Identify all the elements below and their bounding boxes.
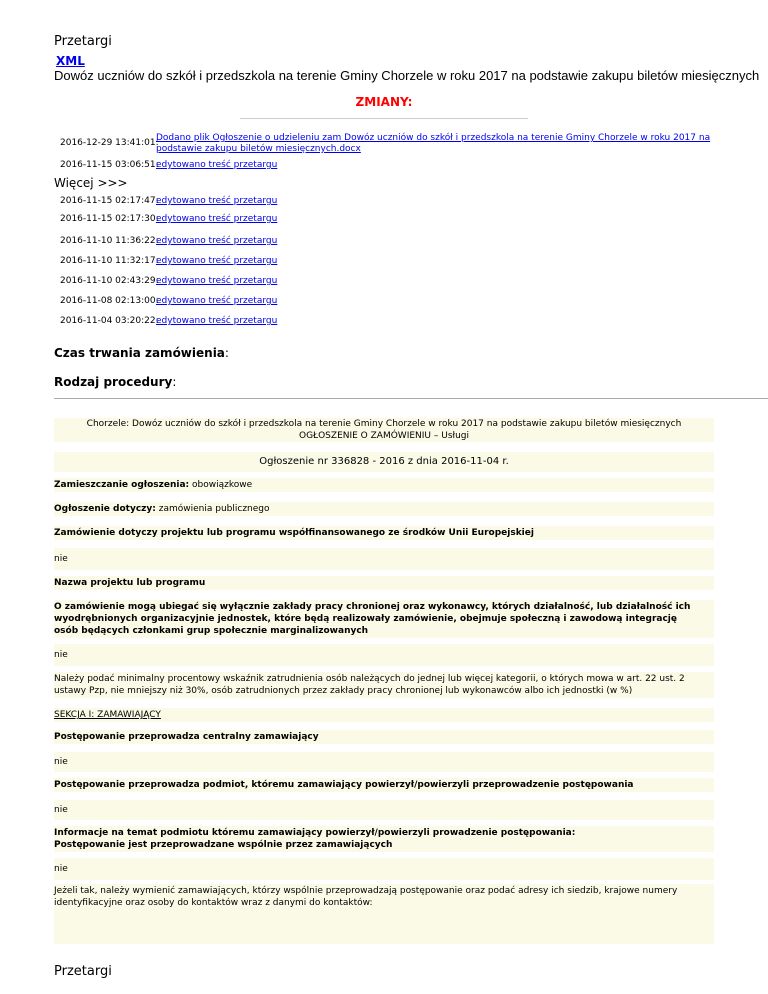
xml-link[interactable]: XML (56, 54, 85, 68)
employment-note-row (54, 672, 714, 698)
change-link[interactable]: edytowano treść przetargu (156, 276, 278, 286)
publication-row (54, 478, 714, 492)
duration-label-text: Czas trwania zamówienia (54, 346, 225, 360)
employment-note: Należy podać minimalny procentowy wskaźnik zatrudnienia osób należących do jednej lub więcej kategorii, o których mowa w art. 22 ust. 2 ustawy Pzp, nie mniejszy niż 30%, osób zatrudnionych przez zakłady pracy chronionej lub wykonawców albo ich jednostki (w %) (54, 674, 685, 696)
change-link[interactable]: edytowano treść przetargu (156, 236, 278, 246)
entrusted-answer: nie (54, 805, 68, 815)
notice-header-line1: Chorzele: Dowóz uczniów do szkół i przedszkola na terenie Gminy Chorzele w roku 2017 na podstawie zakupu biletów miesięcznych (86, 419, 682, 429)
central-question-row (54, 730, 714, 744)
eu-answer: nie (54, 554, 68, 564)
change-link[interactable]: edytowano treść przetargu (156, 160, 278, 170)
entrusted-answer-row (54, 800, 714, 820)
notice-number-row (54, 452, 714, 472)
change-link[interactable]: edytowano treść przetargu (156, 196, 278, 206)
page-header-title: Przetargi (54, 34, 112, 49)
section1-row (54, 708, 714, 722)
joint-answer-row (54, 858, 714, 880)
change-link[interactable]: Dodano plik Ogłoszenie o udzieleniu zam Dowóz uczniów do szkół i przedszkola na terenie Gminy Chorzele w roku 2017 na podstawie zakupu biletów miesięcznych.docx (156, 133, 711, 154)
change-date: 2016-11-15 02:17:47: (60, 196, 159, 206)
central-answer: nie (54, 757, 68, 767)
info-row (54, 826, 714, 852)
duration-label (54, 346, 229, 360)
changes-heading: ZMIANY: (355, 95, 413, 109)
colon: : (224, 346, 229, 360)
notice-header (54, 418, 714, 442)
entrusted-question-row (54, 778, 714, 792)
sheltered-question-row (54, 600, 714, 638)
change-link[interactable]: edytowano treść przetargu (156, 316, 278, 326)
sheltered-answer: nie (54, 650, 68, 660)
publication-value: obowiązkowe (192, 480, 253, 490)
eu-question: Zamówienie dotyczy projektu lub programu współfinansowanego ze środków Unii Europejskiej (54, 528, 534, 538)
change-date: 2016-11-10 02:43:29: (60, 276, 159, 286)
project-name-label: Nazwa projektu lub programu (54, 578, 206, 588)
sheltered-answer-row (54, 644, 714, 666)
changes-divider (240, 118, 528, 119)
change-date: 2016-11-15 03:06:51: (60, 160, 159, 170)
concerns-label: Ogłoszenie dotyczy: (54, 504, 156, 514)
notice-number: Ogłoszenie nr 336828 - 2016 z dnia 2016-11-04 r. (259, 456, 509, 467)
change-link[interactable]: edytowano treść przetargu (156, 256, 278, 266)
concerns-row (54, 502, 714, 516)
project-name-row (54, 576, 714, 590)
eu-question-row (54, 526, 714, 540)
section1-title: SEKCJA I: ZAMAWIAJĄCY (54, 710, 161, 720)
info-line1: Informacje na temat podmiotu któremu zamawiający powierzył/powierzyli prowadzenie postępowania: (54, 828, 576, 838)
central-question: Postępowanie przeprowadza centralny zamawiający (54, 732, 319, 742)
entrusted-question: Postępowanie przeprowadza podmiot, któremu zamawiający powierzył/powierzyli przeprowadzenie postępowania (54, 780, 634, 790)
joint-note-row (54, 884, 714, 944)
colon: : (172, 375, 177, 389)
change-date: 2016-12-29 13:41:01: (60, 138, 159, 148)
change-link[interactable]: edytowano treść przetargu (156, 296, 278, 306)
change-date: 2016-11-10 11:36:22: (60, 236, 159, 246)
joint-note: Jeżeli tak, należy wymienić zamawiających, którzy wspólnie przeprowadzają postępowanie oraz podać adresy ich siedzib, krajowe numery identyfikacyjne oraz osoby do kontaktów wraz z danymi do kontaktów: (54, 886, 678, 908)
divider (54, 398, 768, 399)
notice-header-line2: OGŁOSZENIE O ZAMÓWIENIU – Usługi (298, 431, 469, 441)
info-line2: Postępowanie jest przeprowadzane wspólnie przez zamawiających (54, 840, 393, 850)
change-date: 2016-11-04 03:20:22: (60, 316, 159, 326)
page-footer-title: Przetargi (54, 964, 112, 979)
central-answer-row (54, 752, 714, 772)
change-date: 2016-11-10 11:32:17: (60, 256, 159, 266)
sheltered-question: O zamówienie mogą ubiegać się wyłącznie zakłady pracy chronionej oraz wykonawcy, których działalność, lub działalność ich wyodrębnionych organizacyjnie jednostek, które będą realizowały zamówienie, obejmuje społeczną i zawodową integrację osób będących członkami grup społecznie marginalizowanych (54, 602, 691, 636)
concerns-value: zamówienia publicznego (158, 504, 270, 514)
more-changes-toggle[interactable]: Więcej >>> (54, 176, 128, 190)
procedure-label-text: Rodzaj procedury (54, 375, 173, 389)
change-date: 2016-11-08 02:13:00: (60, 296, 159, 306)
procedure-label (54, 375, 176, 389)
eu-answer-row (54, 548, 714, 570)
tender-title: Dowóz uczniów do szkół i przedszkola na terenie Gminy Chorzele w roku 2017 na podstawie zakupu biletów miesięcznych (54, 68, 760, 83)
change-date: 2016-11-15 02:17:30: (60, 214, 159, 224)
joint-answer: nie (54, 864, 68, 874)
publication-label: Zamieszczanie ogłoszenia: (54, 480, 190, 490)
change-link[interactable]: edytowano treść przetargu (156, 214, 278, 224)
